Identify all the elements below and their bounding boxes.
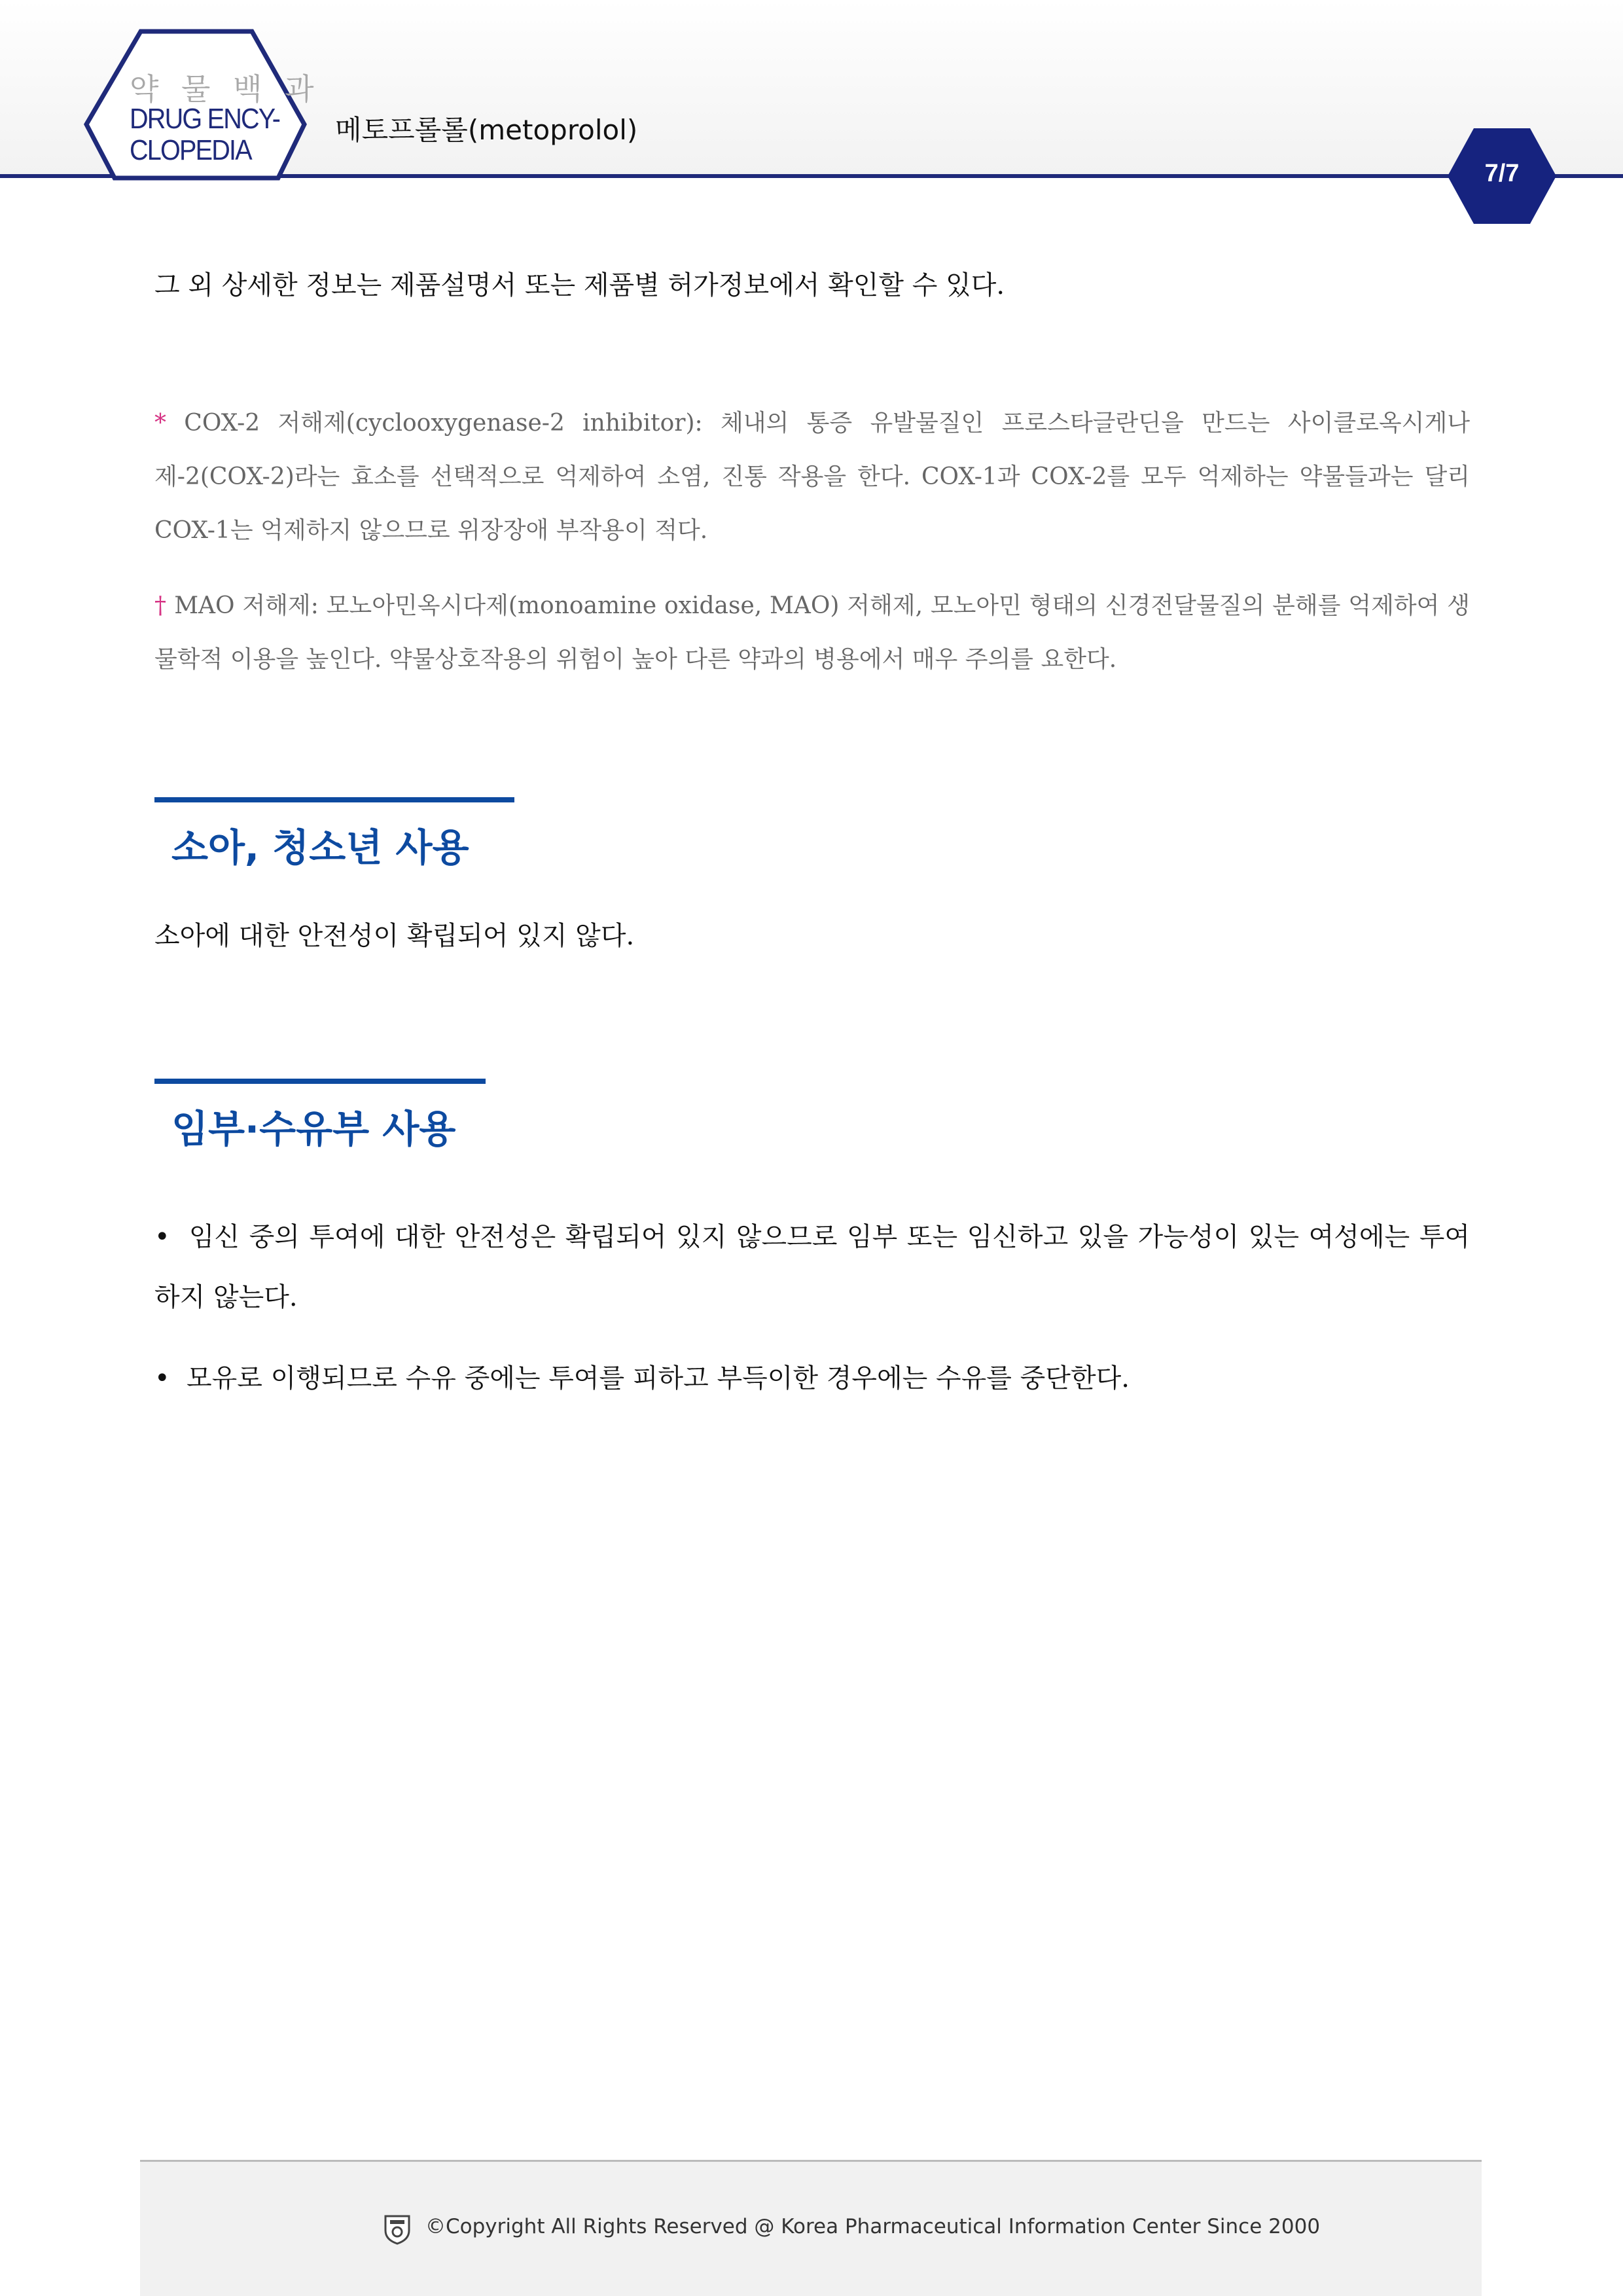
bullet-dot: • (154, 1222, 189, 1252)
intro-paragraph: 그 외 상세한 정보는 제품설명서 또는 제품별 허가정보에서 확인할 수 있다. (154, 270, 1005, 300)
asterisk-mark: * (154, 410, 166, 437)
footnote-cox2 (154, 397, 1470, 558)
logo-english-text (130, 103, 279, 166)
bullet-dot: • (154, 1363, 187, 1393)
dagger-mark: † (154, 592, 167, 619)
section-pediatric-bar (154, 797, 514, 802)
list-item (154, 1348, 1470, 1408)
list-item-text: 임신 중의 투여에 대한 안전성은 확립되어 있지 않으므로 임부 또는 임신하고 있을 가능성이 있는 여성에는 투여하지 않는다. (154, 1222, 1470, 1312)
footnote-cox2-text: COX-2 저해제(cyclooxygenase-2 inhibitor): 체내의 통증 유발물질인 프로스타글란딘을 만드는 사이클로옥시게나제-2(COX-2)라는 효소를 선택적으로 억제하여 소염, 진통 작용을 한다. COX-1과 COX-2를 모두 억제하는 약물들과는 달리 COX-1는 억제하지 않으므로 위장장애 부작용이 적다. (154, 410, 1470, 544)
document-title: 메토프롤롤(metoprolol) (335, 114, 638, 146)
section-pediatric-title: 소아, 청소년 사용 (171, 825, 469, 870)
logo-english-line1: DRUG ENCY- (130, 103, 280, 135)
copyright-text: ©Copyright All Rights Reserved @ Korea Pharmaceutical Information Center Since 2000 (425, 2215, 1321, 2238)
kpic-emblem-icon (383, 2214, 412, 2245)
section-pediatric-body: 소아에 대한 안전성이 확립되어 있지 않다. (154, 921, 635, 951)
section-pregnancy-bar (154, 1079, 486, 1084)
footnote-mao-text: MAO 저해제: 모노아민옥시다제(monoamine oxidase, MAO) 저해제, 모노아민 형태의 신경전달물질의 분해를 억제하여 생물학적 이용을 높인다. 약물상호작용의 위험이 높아 다른 약과의 병용에서 매우 주의를 요한다. (154, 592, 1470, 673)
list-item (154, 1207, 1470, 1327)
logo-korean-text: 약 물 백 과 (130, 71, 321, 107)
logo-english-line2: CLOPEDIA (130, 134, 251, 166)
footnote-mao (154, 579, 1470, 687)
page-number: 7/7 (1484, 160, 1520, 187)
list-item-text: 모유로 이행되므로 수유 중에는 투여를 피하고 부득이한 경우에는 수유를 중단한다. (187, 1363, 1130, 1393)
section-pregnancy-title: 임부·수유부 사용 (171, 1107, 456, 1151)
